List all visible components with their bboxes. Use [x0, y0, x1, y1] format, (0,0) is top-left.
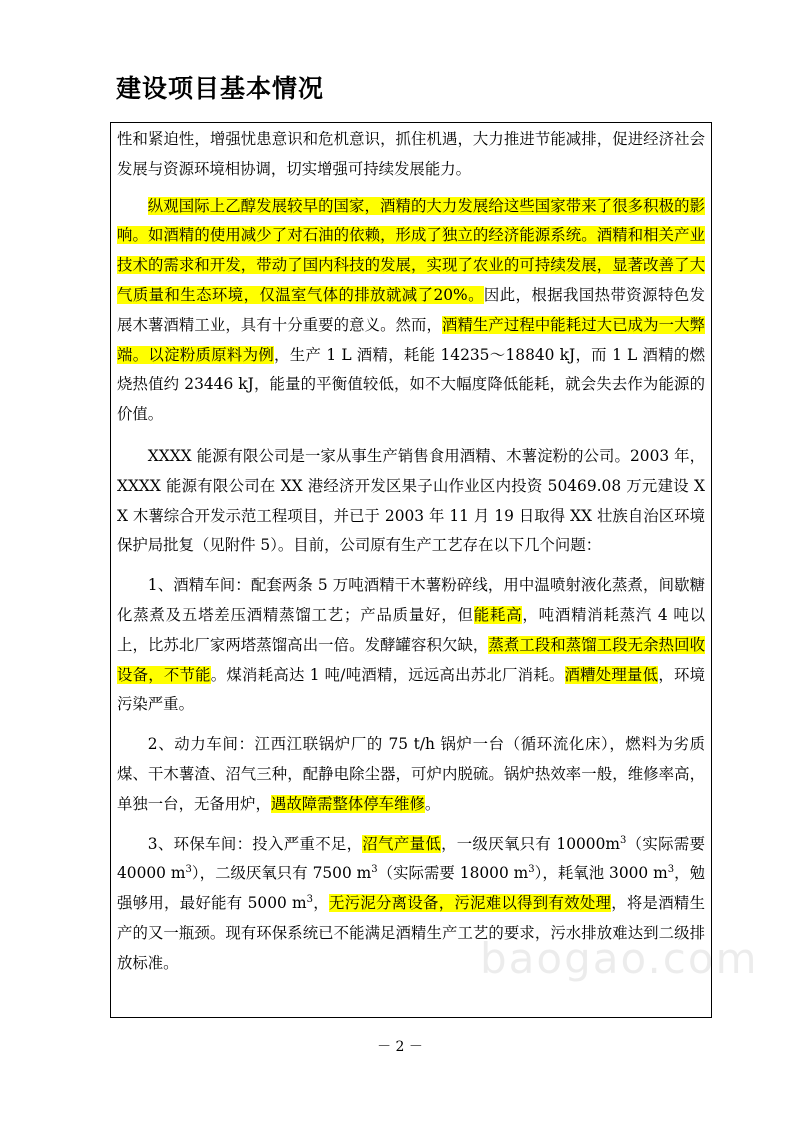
text-run: 1、酒精车间：配套两条 5 万吨酒精干木薯粉碎线，用中温喷射液化蒸煮，间歇糖化蒸煮及五塔差压酒精蒸馏工艺；产品质量好，但 [117, 576, 705, 624]
paragraph-power-workshop [117, 730, 705, 819]
text-run: 2、动力车间：江西江联锅炉厂的 75 t/h 锅炉一台（循环流化床），燃料为劣质煤、干木薯渣、沼气三种，配静电除尘器，可炉内脱硫。锅炉热效率一般，维修率高，单独一台，无备用炉， [117, 735, 705, 813]
highlighted-text: 遇故障需整体停车维修 [270, 794, 425, 813]
text-run: 因此，根据我国热带资源特色发展木薯酒精工业，具有十分重要的意义。然而， [117, 285, 705, 334]
superscript: 3 [667, 864, 675, 876]
text-run: ，吨酒精消耗蒸汽 4 吨以上，比苏北厂家两塔蒸馏高出一倍。发酵罐容积欠缺， [117, 605, 705, 654]
superscript: 3 [306, 894, 313, 905]
highlighted-text: 能耗高 [473, 605, 523, 624]
text-run: ），二级厌氧只有 7500 m [191, 864, 372, 883]
text-run: 性和紧迫性，增强忧患意识和危机意识，抓住机遇，大力推进节能减排，促进经济社会发展与资源环境相协调，切实增强可持续发展能力。 [117, 130, 705, 178]
text-run: ，一级厌氧只有 10000m [441, 834, 620, 853]
section-heading: 建设项目基本情况 [116, 74, 325, 103]
paragraph-company-background [117, 442, 705, 561]
text-run: ），耗氧池 3000 m [534, 864, 668, 883]
superscript: 3 [619, 834, 627, 846]
highlighted-text: 纵观国际上乙醇发展较早的国家，酒精的大力发展给这些国家带来了很多积极的影响。如酒精的使用减少了对石油的依赖，形成了独立的经济能源系统。酒精和相关产业技术的需求和开发，带动了国内科技的发展，实现了农业的可持续发展，显著改善了大气质量和生态环境，仅温室气体的排放就减了20%。 [117, 196, 705, 304]
highlighted-text: 蒸煮工段和蒸馏工段无余热回收设备，不节能 [117, 635, 705, 684]
text-run: （实际需要 18000 m [377, 864, 529, 883]
highlighted-text: 无污泥分离设备，污泥难以得到有效处理 [328, 894, 612, 913]
paragraph-intro-continued [117, 125, 705, 185]
paragraph-alcohol-workshop [117, 571, 705, 720]
text-run: （实际需要 40000 m [117, 834, 705, 883]
text-run: ，将是酒精生产的又一瓶颈。现有环保系统已不能满足酒精生产工艺的要求，污水排放难达到二级排放标准。 [117, 894, 705, 972]
text-run: 。 [424, 794, 441, 813]
text-run: 3、环保车间：投入严重不足， [147, 834, 363, 853]
text-run: ， [312, 894, 329, 913]
paragraph-ethanol-overview [117, 192, 705, 430]
text-run: XXXX 能源有限公司是一家从事生产销售食用酒精、木薯淀粉的公司。2003 年，XXXX 能源有限公司在 XX 港经济开发区果子山作业区内投资 50469.08 万元建设 XX 木薯综合开发示范工程项目，并已于 2003 年 11 月 19 日取得 XX 壮族自治区环境保护局批复（见附件 5）。目前，公司原有生产工艺存在以下几个问题： [117, 446, 705, 555]
text-run: ，环境污染严重。 [117, 665, 705, 714]
text-run: ，生产 1 L 酒精，耗能 14235～18840 kJ，而 1 L 酒精的燃烧热值约 23446 kJ，能量的平衡值较低，如不大幅度降低能耗，就会失去作为能源的价值。 [117, 345, 705, 424]
superscript: 3 [185, 864, 192, 876]
highlighted-text: 沼气产量低 [362, 834, 442, 853]
superscript: 3 [528, 864, 535, 876]
highlighted-text: 酒糟处理量低 [564, 665, 659, 684]
text-run: 。煤消耗高达 1 吨/吨酒精，远远高出苏北厂消耗。 [210, 665, 565, 684]
highlighted-text: 酒精生产过程中能耗过大已成为一大弊端。以淀粉质原料为例 [117, 315, 705, 364]
watermark: baogao.com [480, 934, 759, 983]
superscript: 3 [371, 864, 378, 876]
content-frame [110, 122, 712, 1018]
text-run: ，勉强够用，最好能有 5000 m [117, 864, 705, 913]
content-body [117, 125, 705, 989]
page-number: － 2 － [377, 1039, 423, 1055]
